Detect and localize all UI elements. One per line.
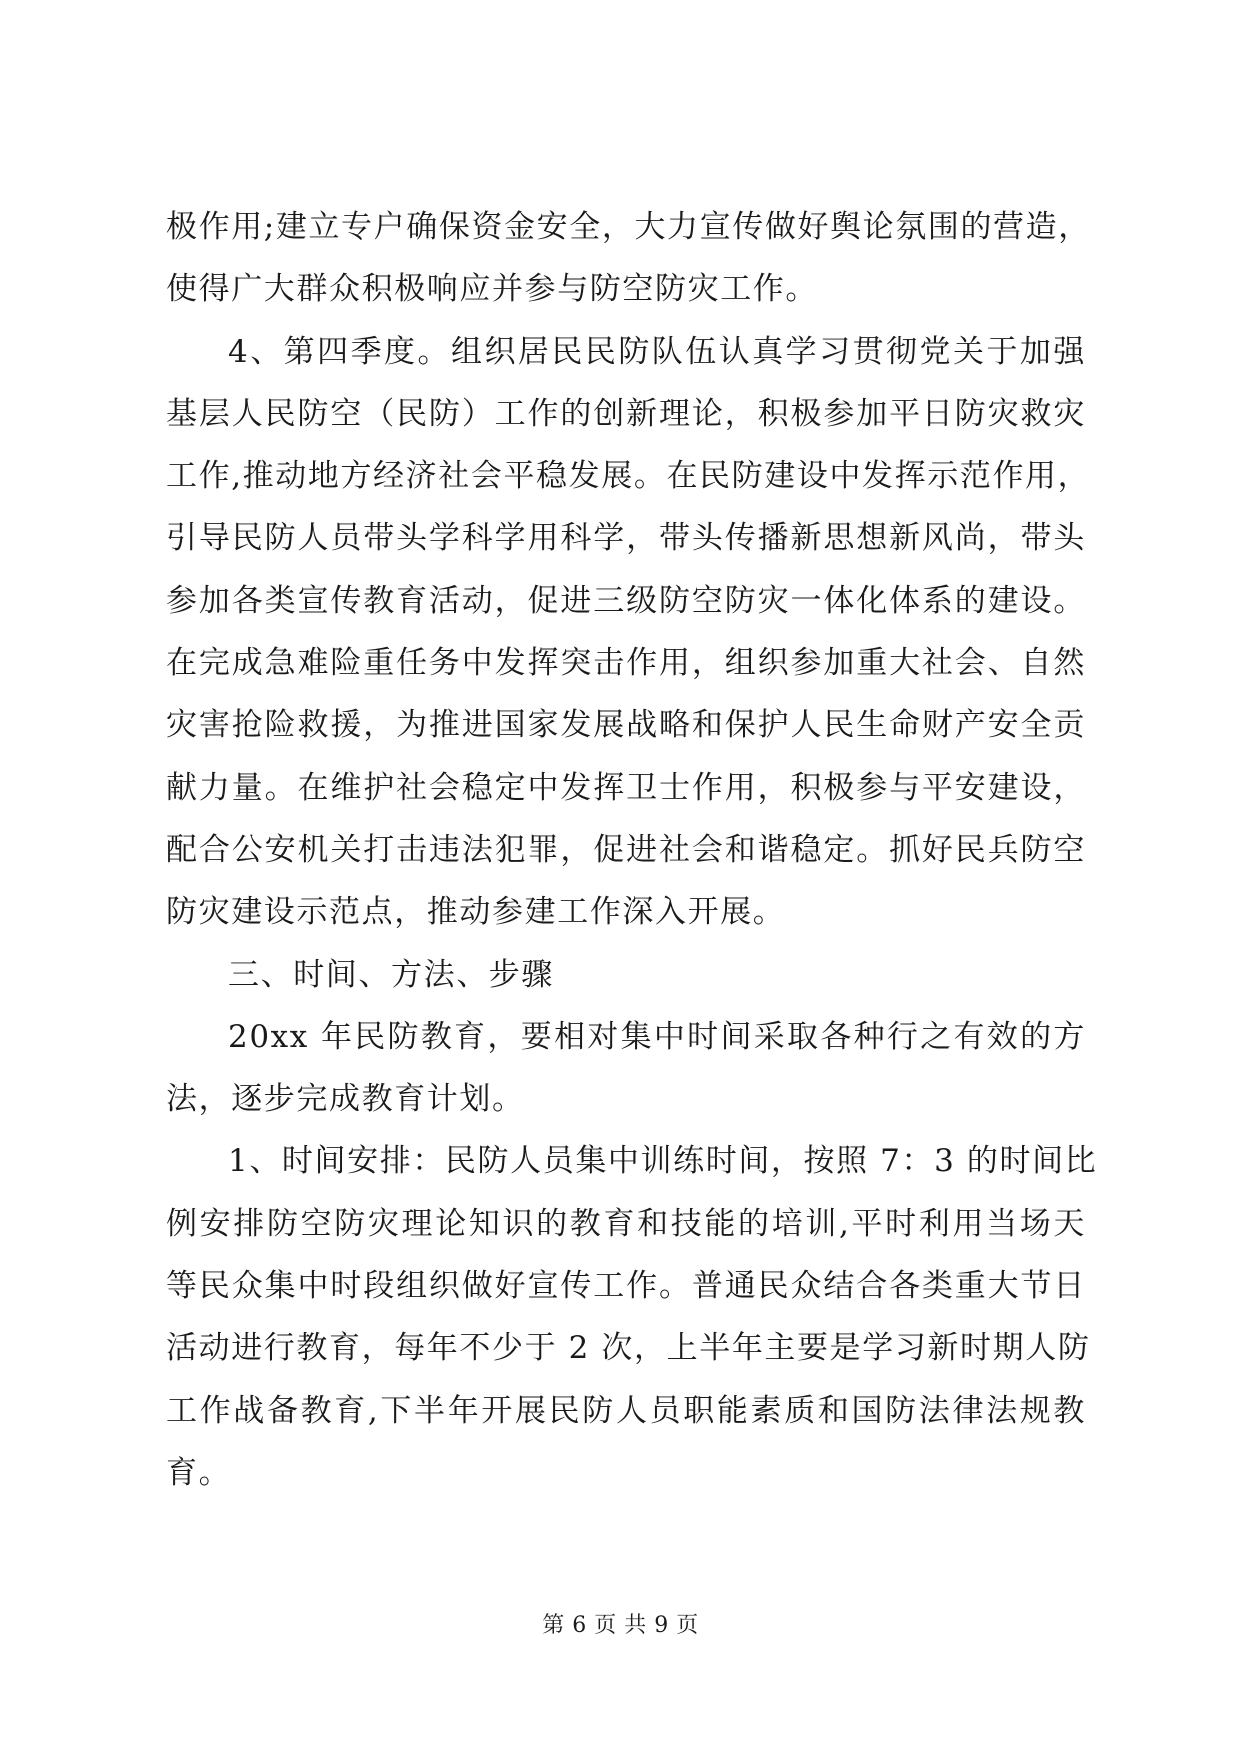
text-line: 法，逐步完成教育计划。 — [166, 1081, 525, 1118]
text-line: 活动进行教育，每年不少于 2 次，上半年主要是学习新时期人防 — [166, 1330, 1091, 1367]
text-line: 在完成急难险重任务中发挥突击作用，组织参加重大社会、自然 — [166, 645, 1086, 682]
text-line: 配合公安机关打击违法犯罪，促进社会和谐稳定。抓好民兵防空 — [166, 831, 1086, 868]
text-line: 灾害抢险救援，为推进国家发展战略和保护人民生命财产安全贡 — [166, 707, 1086, 744]
paragraph-time-arrangement — [166, 1130, 1098, 1504]
text-line: 献力量。在维护社会稳定中发挥卫士作用，积极参与平安建设， — [166, 769, 1086, 806]
text-line: 使得广大群众积极响应并参与防空防灾工作。 — [166, 271, 818, 308]
paragraph-fund-safety — [166, 196, 1091, 321]
text-line: 例安排防空防灾理论知识的教育和技能的培训,平时利用当场天 — [166, 1205, 1086, 1242]
paragraph-fourth-quarter — [166, 321, 1091, 944]
text-line: 4、第四季度。组织居民民防队伍认真学习贯彻党关于加强 — [228, 333, 1086, 370]
text-line: 防灾建设示范点，推动参建工作深入开展。 — [166, 894, 786, 931]
text-line: 育。 — [166, 1454, 232, 1491]
paragraph-education-plan — [166, 1006, 1086, 1131]
document-body — [166, 196, 1098, 1504]
section-heading: 三、时间、方法、步骤 — [228, 956, 554, 993]
text-line: 基层人民防空（民防）工作的创新理论，积极参加平日防灾救灾 — [166, 395, 1086, 432]
text-line: 工作,推动地方经济社会平稳发展。在民防建设中发挥示范作用， — [166, 458, 1091, 495]
text-line: 参加各类宣传教育活动，促进三级防空防灾一体化体系的建设。 — [166, 582, 1086, 619]
page-number-footer: 第 6 页 共 9 页 — [542, 1613, 699, 1638]
text-line: 引导民防人员带头学科学用科学，带头传播新思想新风尚，带头 — [166, 520, 1086, 557]
text-line: 工作战备教育,下半年开展民防人员职能素质和国防法律法规教 — [166, 1392, 1086, 1429]
text-line: 1、时间安排：民防人员集中训练时间，按照 7：3 的时间比 — [228, 1143, 1098, 1180]
text-line: 极作用;建立专户确保资金安全，大力宣传做好舆论氛围的营造， — [166, 209, 1091, 245]
section-heading-time-method-steps — [166, 944, 1086, 1006]
text-line: 等民众集中时段组织做好宣传工作。普通民众结合各类重大节日 — [166, 1268, 1086, 1305]
text-line: 20xx 年民防教育，要相对集中时间采取各种行之有效的方 — [228, 1018, 1086, 1055]
